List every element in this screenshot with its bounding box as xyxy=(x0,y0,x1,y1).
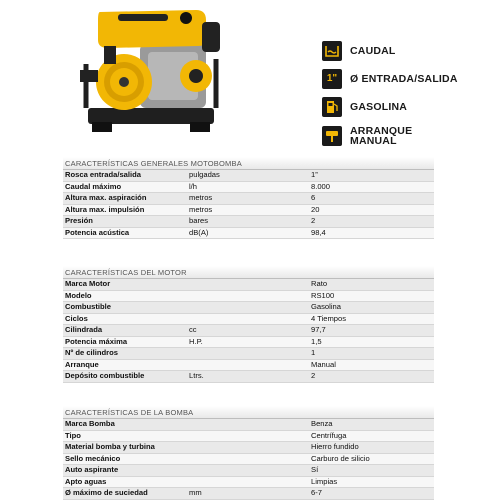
spec-name: Combustible xyxy=(63,302,187,314)
table-row xyxy=(63,302,434,314)
spec-name: Tipo xyxy=(63,430,187,442)
spec-unit: metros xyxy=(187,193,309,205)
spec-value: 6-7 xyxy=(309,488,434,500)
spec-name: Marca Bomba xyxy=(63,419,187,430)
spec-name: Ciclos xyxy=(63,313,187,325)
feature-manual-start-label xyxy=(350,126,412,146)
table-row xyxy=(63,442,434,454)
feature-manual-start xyxy=(322,122,492,150)
spec-unit xyxy=(187,348,309,360)
spec-name: Depósito combustible xyxy=(63,371,187,383)
motor-specs-table xyxy=(63,279,434,383)
spec-value: Centrífuga xyxy=(309,430,434,442)
feature-flow xyxy=(322,38,492,63)
spec-value: Manual xyxy=(309,359,434,371)
spec-value: 8.000 xyxy=(309,181,434,193)
spec-value: 6 xyxy=(309,193,434,205)
spec-value: 4 Tiempos xyxy=(309,313,434,325)
spec-name: Marca Motor xyxy=(63,279,187,290)
spec-value: 1 xyxy=(309,348,434,360)
table-row xyxy=(63,453,434,465)
spec-value: Gasolina xyxy=(309,302,434,314)
spec-unit: cc xyxy=(187,325,309,337)
table-row xyxy=(63,325,434,337)
spec-value: 98,4 xyxy=(309,227,434,239)
table-row xyxy=(63,204,434,216)
spec-value: 2 xyxy=(309,371,434,383)
spec-value: Benza xyxy=(309,419,434,430)
spec-value: 1,5 xyxy=(309,336,434,348)
spec-name: Cilindrada xyxy=(63,325,187,337)
spec-name: Altura max. impulsión xyxy=(63,204,187,216)
water-pump-image xyxy=(78,4,224,140)
spec-value: Rato xyxy=(309,279,434,290)
inlet-outlet-diameter-icon xyxy=(322,69,342,89)
spec-unit: metros xyxy=(187,204,309,216)
general-specs-table xyxy=(63,170,434,239)
table-row xyxy=(63,359,434,371)
spec-name: Rosca entrada/salida xyxy=(63,170,187,181)
spec-name: Material bomba y turbina xyxy=(63,442,187,454)
table-row xyxy=(63,227,434,239)
spec-value: Limpias xyxy=(309,476,434,488)
table-row xyxy=(63,193,434,205)
spec-name: Sello mecánico xyxy=(63,453,187,465)
table-row xyxy=(63,430,434,442)
table-row xyxy=(63,313,434,325)
spec-unit: Ltrs. xyxy=(187,371,309,383)
table-row xyxy=(63,348,434,360)
spec-unit xyxy=(187,465,309,477)
feature-flow-label: CAUDAL xyxy=(350,44,396,57)
spec-unit: mm xyxy=(187,488,309,500)
spec-name: Caudal máximo xyxy=(63,181,187,193)
feature-diameter-label: Ø ENTRADA/SALIDA xyxy=(350,72,458,85)
section-title: CARACTERÍSTICAS DEL MOTOR xyxy=(63,266,434,279)
fuel-pump-icon xyxy=(322,97,342,117)
spec-value: 97,7 xyxy=(309,325,434,337)
spec-unit: dB(A) xyxy=(187,227,309,239)
pump-specs-section xyxy=(63,406,434,500)
flow-icon xyxy=(322,41,342,61)
table-row xyxy=(63,170,434,181)
spec-unit xyxy=(187,279,309,290)
table-row xyxy=(63,488,434,500)
table-row xyxy=(63,476,434,488)
spec-value: Sí xyxy=(309,465,434,477)
table-row xyxy=(63,419,434,430)
spec-unit xyxy=(187,453,309,465)
spec-name: Potencia máxima xyxy=(63,336,187,348)
section-title: CARACTERÍSTICAS DE LA BOMBA xyxy=(63,406,434,419)
section-title: CARACTERÍSTICAS GENERALES MOTOBOMBA xyxy=(63,157,434,170)
diameter-badge: 1" xyxy=(326,73,338,84)
table-row xyxy=(63,465,434,477)
spec-name: Apto aguas xyxy=(63,476,187,488)
spec-name: Ø máximo de suciedad xyxy=(63,488,187,500)
spec-value: Carburo de silicio xyxy=(309,453,434,465)
feature-diameter xyxy=(322,66,492,91)
manual-start-line2: MANUAL xyxy=(350,135,397,147)
table-row xyxy=(63,290,434,302)
spec-unit xyxy=(187,313,309,325)
spec-value: Hierro fundido xyxy=(309,442,434,454)
spec-unit xyxy=(187,442,309,454)
motor-specs-section xyxy=(63,266,434,383)
spec-value: RS100 xyxy=(309,290,434,302)
spec-unit xyxy=(187,476,309,488)
table-row xyxy=(63,216,434,228)
manual-start-icon xyxy=(322,126,342,146)
spec-value: 1” xyxy=(309,170,434,181)
feature-fuel-label: GASOLINA xyxy=(350,100,408,113)
spec-unit xyxy=(187,359,309,371)
spec-name: Auto aspirante xyxy=(63,465,187,477)
table-row xyxy=(63,371,434,383)
spec-name: Arranque xyxy=(63,359,187,371)
table-row xyxy=(63,181,434,193)
spec-value: 20 xyxy=(309,204,434,216)
spec-name: Altura max. aspiración xyxy=(63,193,187,205)
spec-unit: H.P. xyxy=(187,336,309,348)
spec-name: Nº de cilindros xyxy=(63,348,187,360)
spec-unit: bares xyxy=(187,216,309,228)
table-row xyxy=(63,336,434,348)
feature-list xyxy=(322,38,492,153)
spec-name: Presión xyxy=(63,216,187,228)
spec-unit xyxy=(187,419,309,430)
spec-unit: pulgadas xyxy=(187,170,309,181)
spec-name: Modelo xyxy=(63,290,187,302)
spec-unit xyxy=(187,302,309,314)
spec-value: 2 xyxy=(309,216,434,228)
spec-name: Potencia acústica xyxy=(63,227,187,239)
spec-unit xyxy=(187,430,309,442)
general-specs-section xyxy=(63,157,434,239)
spec-unit: l/h xyxy=(187,181,309,193)
pump-specs-table xyxy=(63,419,434,500)
manual-start-line1: ARRANQUE xyxy=(350,125,413,137)
table-row xyxy=(63,279,434,290)
feature-fuel xyxy=(322,94,492,119)
spec-unit xyxy=(187,290,309,302)
